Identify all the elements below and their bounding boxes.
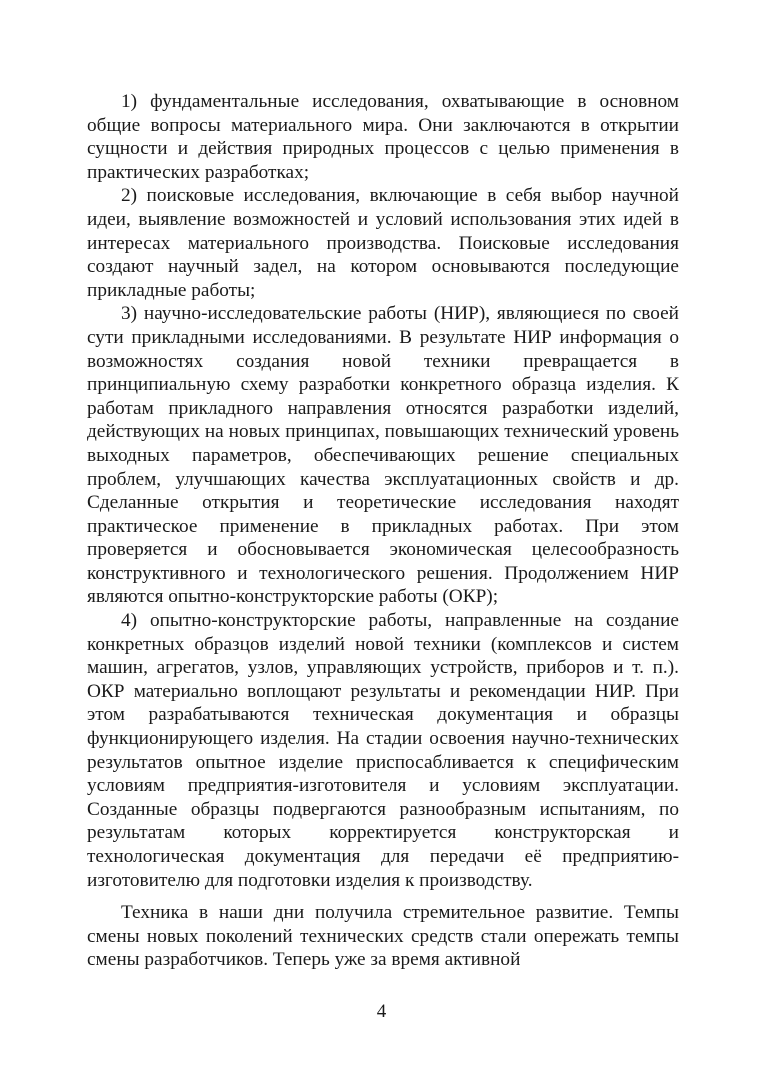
body-text — [87, 90, 679, 972]
page-number: 4 — [376, 1001, 387, 1022]
paragraph-nir: 3) научно-исследовательские работы (НИР), являющиеся по своей сути прикладными исследованиями. В результате НИР информация о возможностях создания новой техники превращается в принципиальную схему разработки конкретного образца изделия. К работам прикладного направления относятся разработки изделий, действующих на новых принципах, повышающих технический уровень выходных параметров, обеспечивающих решение специальных проблем, улучшающих качества эксплуатационных свойств и др. Сделанные открытия и теоретические исследования находят практическое применение в прикладных работах. При этом проверяется и обосновывается экономическая целесообразность конструктивного и технологического решения. Продолжением НИР являются опытно-конструкторские работы (ОКР); — [87, 303, 679, 608]
paragraph-fundamental-research: 1) фундаментальные исследования, охватывающие в основном общие вопросы материального мира. Они заключаются в открытии сущности и действия природных процессов с целью применения в практических разработках; — [87, 91, 679, 183]
paragraph-okr: 4) опытно-конструкторские работы, направленные на создание конкретных образцов изделий новой техники (комплексов и систем машин, агрегатов, узлов, управляющих устройств, приборов и т. п.). ОКР материально воплощают результаты и рекомендации НИР. При этом разрабатываются техническая документация и образцы функционирующего изделия. На стадии освоения научно-технических результатов опытное изделие приспосабливается к специфическим условиям предприятия-изготовителя и условиям эксплуатации. Созданные образцы подвергаются разнообразным испытаниям, по результатам которых корректируется конструкторская и технологическая документация для передачи её предприятию-изготовителю для подготовки изделия к производству. — [87, 610, 679, 891]
paragraph-technology-development: Техника в наши дни получила стремительное развитие. Темпы смены новых поколений технических средств стали опережать темпы смены разработчиков. Теперь уже за время активной — [87, 902, 679, 971]
paragraph-exploratory-research: 2) поисковые исследования, включающие в себя выбор научной идеи, выявление возможностей и условий использования этих идей в интересах материального производства. Поисковые исследования создают научный задел, на котором основываются последующие прикладные работы; — [87, 185, 679, 301]
